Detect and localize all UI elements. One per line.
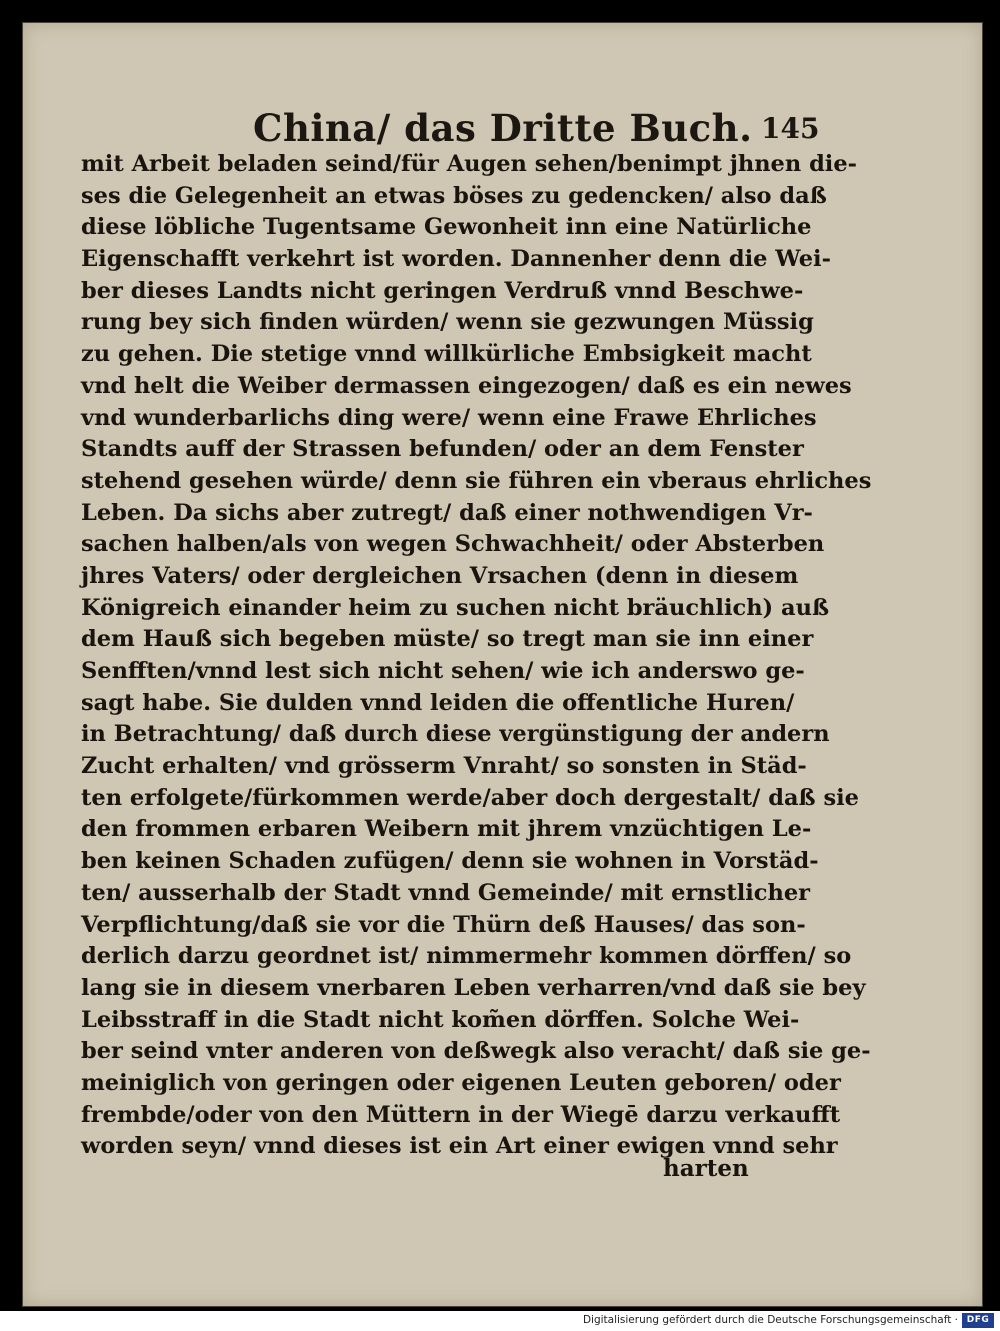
text-line: jhres Vaters/ oder dergleichen Vrsachen (denn in diesem (81, 562, 799, 589)
page-number: 145 (761, 112, 820, 145)
text-line: meiniglich von geringen oder eigenen Leuten geboren/ oder (81, 1069, 841, 1096)
text-line: in Betrachtung/ daß durch diese vergünstigung der andern (81, 721, 830, 748)
text-line: mit Arbeit beladen seind/für Augen sehen/benimpt jhnen die- (81, 151, 857, 177)
book-page (22, 22, 983, 1307)
dfg-logo: DFG (962, 1313, 994, 1328)
text-line: Leibsstraff in die Stadt nicht kom̃en dörffen. Solche Wei- (81, 1006, 800, 1033)
text-line: ber dieses Landts nicht geringen Verdruß vnnd Beschwe- (81, 277, 804, 304)
text-line: ten erfolgete/fürkommen werde/aber doch dergestalt/ daß sie (81, 784, 859, 811)
text-line: Königreich einander heim zu suchen nicht bräuchlich) auß (81, 594, 830, 621)
body-text (81, 149, 872, 1163)
text-line: sachen halben/als von wegen Schwachheit/ oder Absterben (81, 531, 825, 558)
text-line: Standts auff der Strassen befunden/ oder an dem Fenster (81, 436, 804, 463)
text-line: den frommen erbaren Weibern mit jhrem vnzüchtigen Le- (81, 816, 812, 843)
text-line: ben keinen Schaden zufügen/ denn sie wohnen in Vorstäd- (81, 848, 819, 875)
text-line: Leben. Da sichs aber zutregt/ daß einer nothwendigen Vr- (81, 499, 813, 526)
text-line: Eigenschafft verkehrt ist worden. Dannenher denn die Wei- (81, 246, 831, 273)
text-line: ten/ ausserhalb der Stadt vnnd Gemeinde/ mit ernstlicher (81, 879, 811, 906)
text-line: dem Hauß sich begeben müste/ so tregt man sie inn einer (81, 626, 814, 653)
funding-credit: Digitalisierung gefördert durch die Deutsche Forschungsgemeinschaft · (582, 1314, 958, 1326)
text-line: ber seind vnter anderen von deßwegk also veracht/ daß sie ge- (81, 1038, 871, 1065)
running-title: China/ das Dritte Buch. (253, 106, 753, 150)
text-line: stehend gesehen würde/ denn sie führen ein vberaus ehrliches (81, 467, 872, 494)
text-line: lang sie in diesem vnerbaren Leben verharren/vnd daß sie bey (81, 974, 866, 1001)
digitization-footer (0, 1311, 1000, 1331)
text-line: zu gehen. Die stetige vnnd willkürliche Embsigkeit macht (81, 341, 812, 368)
text-line: sagt habe. Sie dulden vnnd leiden die offentliche Huren/ (81, 689, 795, 716)
text-line: diese löbliche Tugentsame Gewonheit inn eine Natürliche (81, 214, 812, 241)
text-line: rung bey sich finden würden/ wenn sie gezwungen Müssig (81, 309, 814, 336)
text-line: derlich darzu geordnet ist/ nimmermehr kommen dörffen/ so (81, 943, 852, 970)
text-line: Senfften/vnnd lest sich nicht sehen/ wie ich anderswo ge- (81, 658, 805, 684)
text-line: frembde/oder von den Müttern in der Wiegē darzu verkaufft (81, 1101, 841, 1128)
text-line: ses die Gelegenheit an etwas böses zu gedencken/ also daß (81, 182, 827, 209)
text-line: Zucht erhalten/ vnd grösserm Vnraht/ so sonsten in Städ- (81, 753, 807, 780)
text-line: vnd helt die Weiber dermassen eingezogen/ daß es ein newes (81, 372, 852, 399)
text-line: Verpflichtung/daß sie vor die Thürn deß Hauses/ das son- (81, 911, 806, 938)
text-line: vnd wunderbarlichs ding were/ wenn eine Frawe Ehrliches (81, 404, 817, 431)
catchword: harten (663, 1155, 749, 1182)
text-line: worden seyn/ vnnd dieses ist ein Art einer ewigen vnnd sehr (81, 1133, 838, 1160)
